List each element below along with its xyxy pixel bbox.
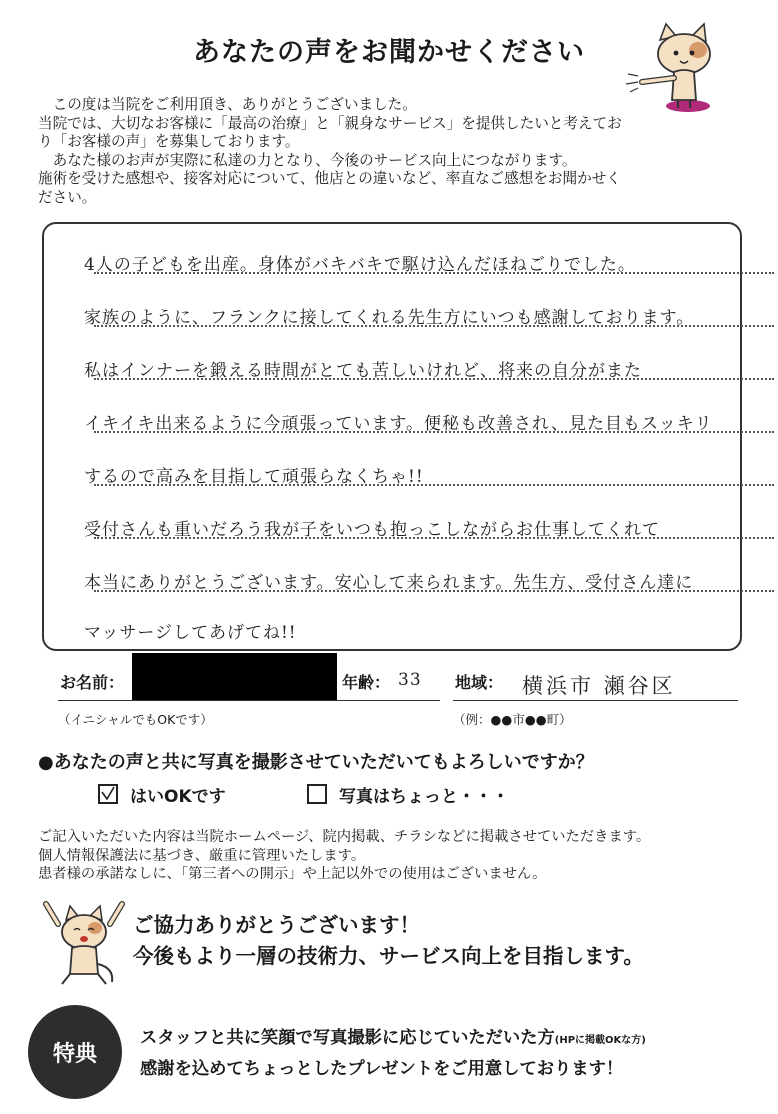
comment-box [42, 222, 742, 651]
name-note: （イニシャルでもOKです） [58, 712, 213, 727]
bonus-text [140, 1024, 646, 1083]
comment-line: 4人の子どもを出産。身体がバキバキで駆け込んだほねごりでした。 [84, 255, 636, 275]
comment-line: するので高みを目指して頑張らなくちゃ!! [84, 467, 424, 487]
bonus-badge: 特典 [28, 1005, 122, 1099]
region-underline [453, 700, 738, 701]
comment-line: イキイキ出来るように今頑張っています。便秘も改善され、見た目もスッキリ [84, 414, 713, 434]
thanks-message [133, 910, 644, 972]
photo-question: ●あなたの声と共に写真を撮影させていただいてもよろしいですか？ [38, 752, 594, 773]
no-option-label: 写真はちょっと・・・ [339, 787, 509, 807]
intro-line: ださい。 [38, 188, 97, 206]
comment-line: 本当にありがとうございます。安心して来られます。先生方、受付さん達に [84, 573, 694, 593]
intro-line: 施術を受けた感想や、接客対応について、他店との違いなど、率直なご感想をお聞かせく [38, 170, 621, 188]
intro-line: り「お客様の声」を募集しております。 [38, 133, 300, 151]
name-underline [58, 700, 342, 701]
policy-line: 個人情報保護法に基づき、厳重に管理いたします。 [38, 847, 366, 864]
comment-line: 家族のように、フランクに接してくれる先生方にいつも感謝しております。 [84, 308, 695, 328]
region-label: 地域： [455, 673, 504, 692]
intro-text [38, 96, 758, 208]
name-redaction [132, 653, 337, 701]
intro-line: あなた様のお声が実際に私達の力となり、今後のサービス向上につながります。 [38, 151, 577, 169]
age-label: 年齢： [342, 673, 391, 692]
region-value: 横浜市 瀬谷区 [522, 674, 676, 698]
age-underline [340, 700, 440, 701]
thanks-line: ご協力ありがとうございます！ [133, 913, 420, 937]
policy-line: ご記入いただいた内容は当院ホームページ、院内掲載、チラシなどに掲載させていただきます。 [38, 829, 651, 845]
yes-option-label: はいOKです [130, 787, 226, 807]
region-note: （例：●●市●●町） [453, 712, 572, 727]
no-checkbox[interactable] [307, 784, 327, 804]
intro-line: この度は当院をご利用頂き、ありがとうございました。 [38, 96, 417, 113]
policy-line: 患者様の承諾なしに、「第三者への開示」や上記以外での使用はございません。 [38, 866, 547, 883]
bonus-line [140, 1024, 646, 1055]
bonus-line: 感謝を込めてちょっとしたプレゼントをご用意しております！ [140, 1059, 624, 1079]
name-label: お名前： [60, 673, 125, 692]
bonus-line-text: スタッフと共に笑顔で写真撮影に応じていただいた方 [140, 1028, 555, 1048]
intro-line: 当院では、大切なお客様に「最高の治療」と「親身なサービス」を提供したいと考えてお [38, 114, 622, 132]
page-title: あなたの声をお聞かせください [193, 37, 585, 68]
thanks-line: 今後もより一層の技術力、サービス向上を目指します。 [133, 944, 644, 968]
check-mark-icon [100, 786, 116, 802]
age-value: 33 [398, 670, 422, 690]
comment-line: 私はインナーを鍛える時間がとても苦しいけれど、将来の自分がまた [84, 361, 642, 381]
comment-line: 受付さんも重いだろう我が子をいつも抱っこしながらお仕事してくれて [84, 520, 660, 540]
yes-checkbox[interactable] [98, 784, 118, 804]
comment-line: マッサージしてあげてね!! [84, 623, 297, 643]
policy-text [38, 828, 758, 884]
cat-cheer-icon [42, 898, 126, 990]
bonus-note: (HPに掲載OKな方) [554, 1035, 646, 1046]
